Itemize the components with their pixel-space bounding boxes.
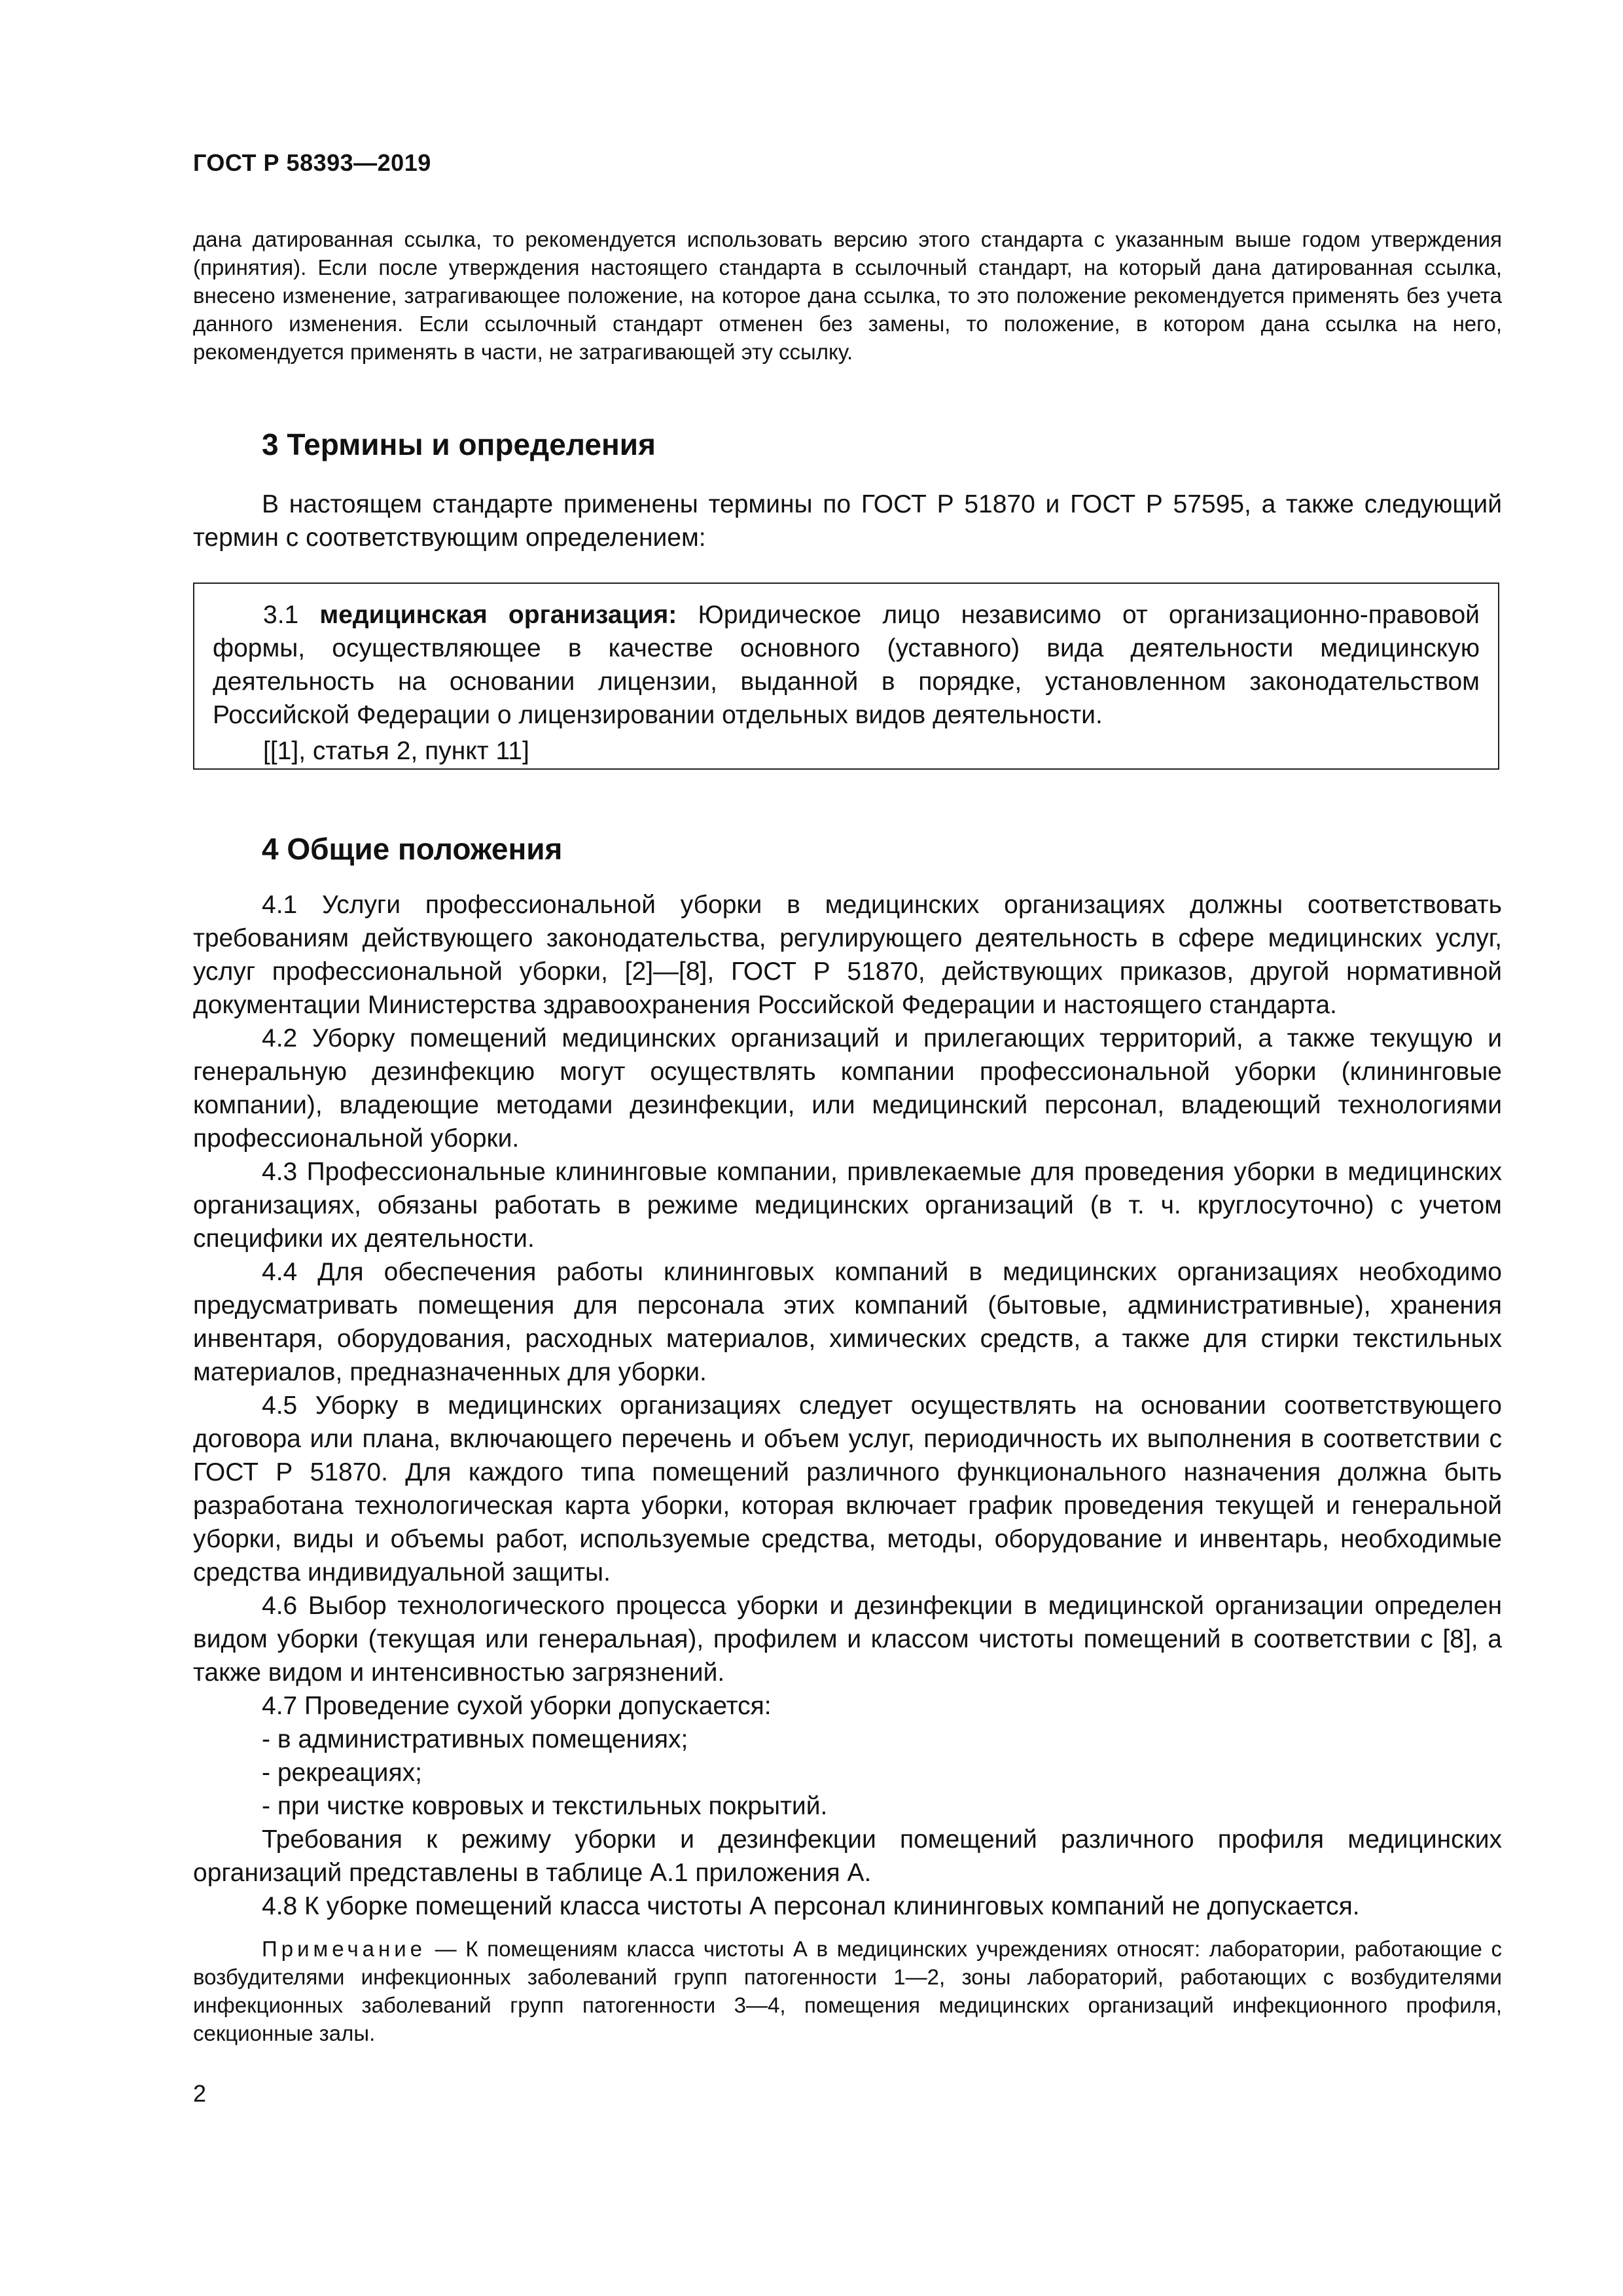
page-number: 2 — [193, 2080, 207, 2107]
intro-text: дана датированная ссылка, то рекомендуется использовать версию этого стандарта с указанным выше годом утверждения (принятия). Если после утверждения настоящего стандарта в ссылочный стандарт, на который дана датированная ссылка, внесено изменение, затрагивающее положение, на которое дана ссылка, то это положение рекомендуется применять без учета данного изменения. Если ссылочный стандарт отменен без замены, то положение, в котором дана ссылка на него, рекомендуется применять в части, не затрагивающей эту ссылку. — [193, 227, 1502, 364]
term-definition-box — [193, 583, 1499, 770]
section-3-intro: В настоящем стандарте применены термины по ГОСТ Р 51870 и ГОСТ Р 57595, а также следующий термин с соответствующим определением: — [193, 490, 1502, 552]
paragraph-4-2: 4.2 Уборку помещений медицинских организаций и прилегающих территорий, а также текущую и генеральную дезинфекцию могут осуществлять компании профессиональной уборки (клининговые компании), владеющие методами дезинфекции, или медицинский персонал, владеющий технологиями профессиональной уборки. — [193, 1024, 1502, 1153]
document-page — [193, 0, 1502, 2296]
note-label: Примечание — [262, 1937, 427, 1961]
term-name: медицинская организация: — [319, 601, 677, 629]
section-4-heading: 4 Общие положения — [262, 832, 563, 866]
document-id: ГОСТ Р 58393—2019 — [193, 149, 431, 176]
paragraph-4-5: 4.5 Уборку в медицинских организациях следует осуществлять на основании соответствующего договора или плана, включающего перечень и объем услуг, периодичность их выполнения в соответствии с ГОСТ Р 51870. Для каждого типа помещений различного функционального назначения должна быть разработана технологическая карта уборки, которая включает график проведения текущей и генеральной уборки, виды и объемы работ, используемые средства, методы, оборудование и инвентарь, необходимые средства индивидуальной защиты. — [193, 1391, 1502, 1587]
term-number: 3.1 — [263, 601, 299, 629]
section-3-heading: 3 Термины и определения — [262, 427, 656, 461]
paragraph-4-7: 4.7 Проведение сухой уборки допускается: — [262, 1692, 772, 1720]
note-text: — К помещениям класса чистоты А в медицинских учреждениях относят: лаборатории, работающие с возбудителями инфекционных заболеваний групп патогенности 1—2, зоны лабораторий, работающих с возбудителями инфекционных заболеваний групп патогенности 3—4, помещения медицинских организаций инфекционного профиля, секционные залы. — [193, 1937, 1502, 2045]
paragraph-4-4: 4.4 Для обеспечения работы клининговых компаний в медицинских организациях необходимо предусматривать помещения для персонала этих компаний (бытовые, административные), хранения инвентаря, оборудования, расходных материалов, химических средств, а также для стирки текстильных материалов, предназначенных для уборки. — [193, 1258, 1502, 1386]
term-source: [[1], статья 2, пункт 11] — [263, 737, 529, 765]
paragraph-4-1: 4.1 Услуги профессиональной уборки в медицинских организациях должны соответствовать требованиям действующего законодательства, регулирующего деятельность в сфере медицинских услуг, услуг профессиональной уборки, [2]—[8], ГОСТ Р 51870, действующих приказов, другой нормативной документации Министерства здравоохранения Российской Федерации и настоящего стандарта. — [193, 891, 1502, 1019]
paragraph-4-8: 4.8 К уборке помещений класса чистоты А персонал клининговых компаний не допускается. — [262, 1892, 1360, 1920]
paragraph-4-7-requirements: Требования к режиму уборки и дезинфекции помещений различного профиля медицинских организаций представлены в таблице А.1 приложения А. — [193, 1825, 1502, 1887]
list-item: - при чистке ковровых и текстильных покрытий. — [262, 1792, 828, 1820]
note — [193, 1935, 1502, 2047]
section-4-body — [193, 888, 1502, 2047]
paragraph-4-6: 4.6 Выбор технологического процесса уборки и дезинфекции в медицинской организации определен видом уборки (текущая или генеральная), профилем и классом чистоты помещений в соответствии с [8], а также видом и интенсивностью загрязнений. — [193, 1592, 1502, 1687]
paragraph-4-3: 4.3 Профессиональные клининговые компании, привлекаемые для проведения уборки в медицинских организациях, обязаны работать в режиме медицинских организаций (в т. ч. круглосуточно) с учетом специфики их деятельности. — [193, 1158, 1502, 1253]
list-item: - рекреациях; — [262, 1759, 422, 1787]
term-paragraph — [213, 598, 1480, 732]
term-definition: Юридическое лицо независимо от организационно-правовой формы, осуществляющее в качестве основного (уставного) вида деятельности медицинскую деятельность на основании лицензии, выданной в порядке, установленном законодательством Российской Федерации о лицензировании отдельных видов деятельности. — [213, 601, 1480, 729]
intro-paragraph — [193, 225, 1502, 366]
list-item: - в административных помещениях; — [262, 1725, 688, 1753]
